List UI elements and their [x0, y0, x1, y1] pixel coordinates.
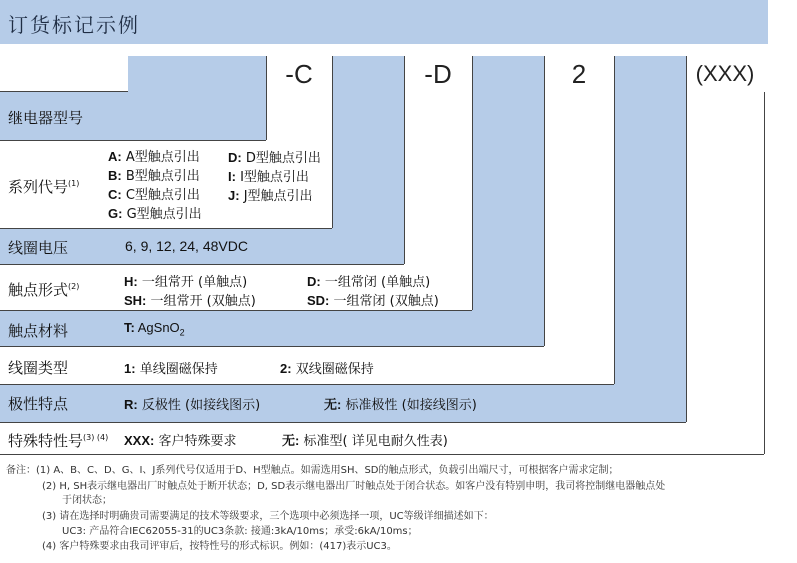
row-label-relay-model: 继电器型号	[8, 109, 84, 127]
series-option: C: C型触点引出	[108, 187, 200, 203]
row-label-coil-voltage: 线圈电压	[8, 239, 69, 257]
row-label-polarity: 极性特点	[8, 395, 69, 413]
divider	[686, 56, 687, 422]
code-part-coil-type: 2	[571, 58, 587, 89]
divider	[544, 56, 545, 346]
divider	[0, 264, 404, 265]
divider	[0, 422, 686, 423]
series-option: G: G型触点引出	[108, 206, 202, 222]
contact-material-value: T: AgSnO$_2$	[124, 320, 185, 338]
divider	[266, 56, 267, 140]
polarity-option: 无: 标准极性 (如接线图示)	[324, 397, 477, 413]
note-line: (2) H, SH表示继电器出厂时触点处于断开状态；D, SD表示继电器出厂时触点处于闭合状态。如客户没有特别申明，我司将控制继电器触点处	[42, 481, 666, 492]
divider	[332, 56, 333, 228]
coil-voltage-values: 6, 9, 12, 24, 48VDC	[125, 238, 248, 254]
band-material	[472, 56, 544, 346]
divider	[404, 56, 405, 264]
contact-form-option: D: 一组常闭 (单触点)	[307, 274, 431, 290]
band-contact-material	[0, 310, 544, 346]
divider	[0, 346, 544, 347]
contact-form-option: SD: 一组常闭 (双触点)	[307, 293, 439, 309]
note-line: (4) 客户特殊要求由我司评审后，按特性号的形式标识。例如：(417)表示UC3。	[42, 541, 397, 552]
row-label-coil-type: 线圈类型	[8, 359, 69, 377]
row-label-contact-material: 触点材料	[8, 322, 69, 340]
series-option: B: B型触点引出	[108, 168, 200, 184]
contact-form-option: H: 一组常开 (单触点)	[124, 274, 248, 290]
row-label-special: 特殊特性号$^{(3) (4)}$	[8, 432, 109, 450]
special-option: 无: 标准型( 详见电耐久性表)	[282, 433, 448, 449]
divider	[764, 92, 765, 454]
series-option: I: I型触点引出	[228, 169, 309, 185]
polarity-option: R: 反极性 (如接线图示)	[124, 397, 261, 413]
contact-form-option: SH: 一组常开 (双触点)	[124, 293, 256, 309]
divider	[0, 140, 266, 141]
series-option: A: A型触点引出	[108, 149, 200, 165]
divider	[472, 56, 473, 310]
row-label-contact-form: 触点形式$^{(2)}$	[8, 281, 80, 299]
divider	[0, 384, 614, 385]
note-line: UC3: 产品符合IEC62055-31的UC3条款: 接通:3kA/10ms；承受:6kA/10ms；	[62, 526, 418, 537]
coil-type-option: 1: 单线圈磁保持	[124, 361, 218, 377]
page-title: 订货标记示例	[8, 13, 140, 37]
row-label-series: 系列代号$^{(1)}$	[8, 178, 80, 196]
code-part-special: (XXX)	[695, 61, 755, 86]
coil-type-option: 2: 双线圈磁保持	[280, 361, 374, 377]
series-option: J: J型触点引出	[228, 188, 313, 204]
special-option: XXX: 客户特殊要求	[124, 433, 237, 449]
divider	[614, 56, 615, 384]
note-line: 于闭状态；	[62, 495, 112, 506]
divider	[0, 228, 332, 229]
band-polarity	[614, 56, 686, 422]
note-line: 备注：(1) A、B、C、D、G、I、J系列代号仅适用于D、H型触点。如需选用SH、SD的触点形式，负载引出端尺寸，可根据客户需求定制；	[6, 465, 619, 476]
code-part-series: -C	[285, 58, 313, 89]
divider	[0, 310, 472, 311]
note-line: (3) 请在选择时明确贵司需要满足的技术等级要求，三个选项中必须选择一项，UC等级详细描述如下：	[42, 511, 494, 522]
divider	[0, 91, 128, 92]
divider	[0, 454, 764, 455]
series-option: D: D型触点引出	[228, 150, 321, 166]
code-part-contact-form: -D	[424, 58, 452, 89]
